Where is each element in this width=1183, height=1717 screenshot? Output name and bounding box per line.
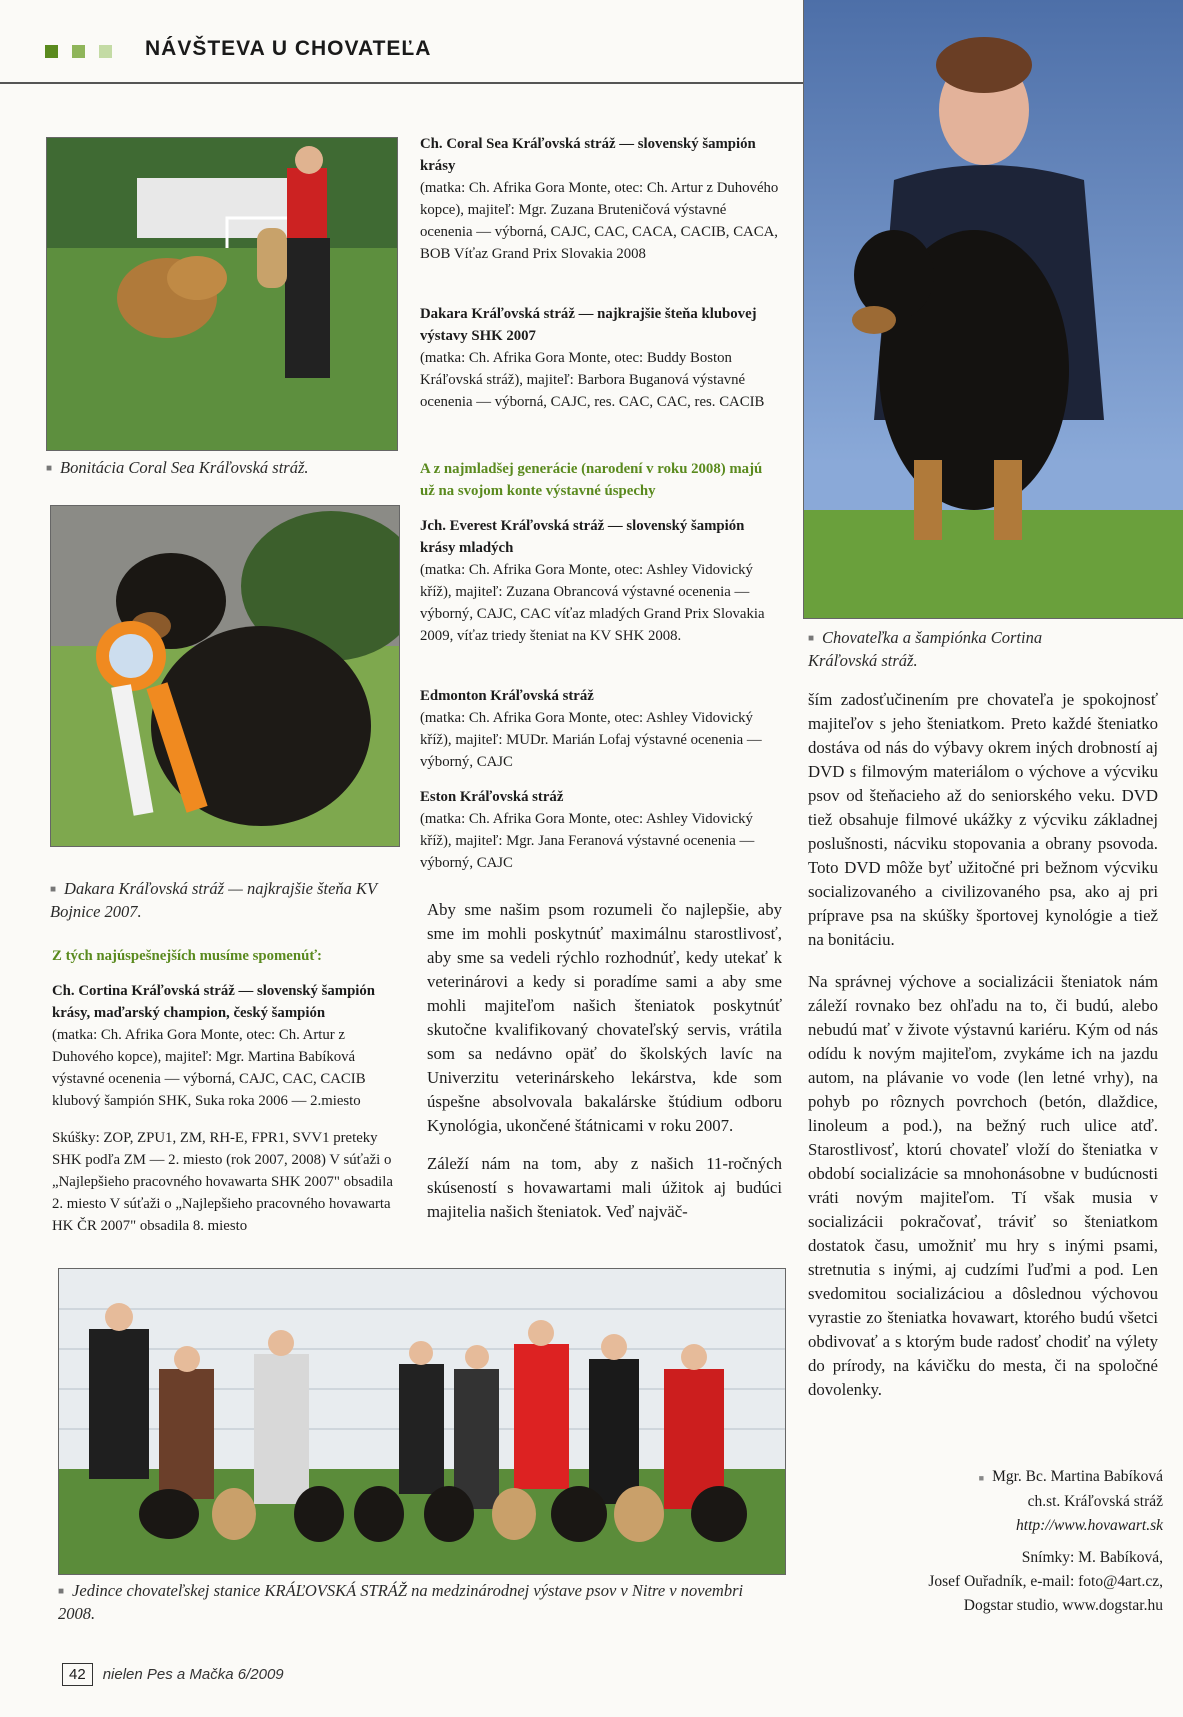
middle-body-text <box>427 898 782 1238</box>
entry-everest <box>420 515 780 647</box>
page-title: NÁVŠTEVA U CHOVATEĽA <box>145 37 432 60</box>
entry-body: (matka: Ch. Afrika Gora Monte, otec: Ch. Artur z Duhového kopce), majiteľ: Mgr. Martina Babíková výstavné ocenenia — výborná, CAJC, CAC, CACIB klubový šampión SHK, Suka roka 2006 — 2.miesto <box>52 1027 366 1109</box>
entry-coral-sea <box>420 133 780 265</box>
entry-dakara <box>420 303 780 413</box>
photo-breeder-cortina <box>803 0 1183 619</box>
page-number: 42 <box>62 1663 93 1686</box>
paragraph: Aby sme našim psom rozumeli čo najlepšie, aby sme im mohli poskytnúť maximálnu starostlivosť, aby sme sa vedeli rýchlo rozhodnúť, kedy utekať k veterinárovi a kedy si poradíme sami a aby sme mohli majiteľom našich šteniatok poskytnúť skutočne kvalifikovaný chovateľský servis, vrátila som sa nedávno opäť do školských lavíc na Univerzitu veterinárskeho lekárstva, kde som úspešne absolvovala bakalárske štúdium odboru Kynológia, ukončené štátnicami v roku 2007. <box>427 900 782 1135</box>
photo-credits-2: Josef Ouřadník, e-mail: foto@4art.cz, <box>928 1573 1163 1590</box>
caption-text: Bonitácia Coral Sea Kráľovská stráž. <box>60 458 309 477</box>
caption-bullet-icon: ■ <box>50 884 57 895</box>
entry-body: (matka: Ch. Afrika Gora Monte, otec: Ashley Vidovický kříž), majiteľ: Mgr. Jana Feranová výstavné ocenenia — výborný, CAJC <box>420 811 755 871</box>
website-link[interactable]: http://www.hovawart.sk <box>1016 1517 1163 1534</box>
kennel-name: ch.st. Kráľovská stráž <box>1027 1493 1163 1510</box>
paragraph: Záleží nám na tom, aby z našich 11-ročných skúseností s hovawartami mali úžitok aj budúci majitelia našich šteniatok. Veď najväč- <box>427 1154 782 1221</box>
header-square-3 <box>99 45 112 58</box>
exams-block <box>52 1127 402 1237</box>
header-rule <box>0 82 828 84</box>
entry-head: Jch. Everest Kráľovská stráž — slovenský šampión krásy mladých <box>420 518 745 556</box>
exams-text: Skúšky: ZOP, ZPU1, ZM, RH-E, FPR1, SVV1 preteky SHK podľa ZM — 2. miesto (rok 2007, 2008) V súťaži o „Najlepšieho pracovného hovawarta SHK 2007" obsadila 2. miesto V súťaži o „Najlepšieho pracovného hovawarta HK ČR 2007" obsadila 8. miesto <box>52 1130 393 1234</box>
entry-head: Dakara Kráľovská stráž — najkrajšie šteňa klubovej výstavy SHK 2007 <box>420 306 757 344</box>
caption-text: Jedince chovateľskej stanice KRÁĽOVSKÁ STRÁŽ na medzinárodnej výstave psov v Nitre v novembri 2008. <box>58 1581 744 1623</box>
header-square-2 <box>72 45 85 58</box>
caption-bullet-icon: ■ <box>58 1586 65 1597</box>
entry-eston <box>420 786 780 874</box>
entry-body: (matka: Ch. Afrika Gora Monte, otec: Ashley Vidovický kříž), majiteľ: Zuzana Obrancová výstavné ocenenia — výborný, CAJC, CAC víťaz mladých Grand Prix Slovakia 2009, víťaz triedy šteniat na KV SHK 2008. <box>420 562 765 644</box>
entry-head: Ch. Coral Sea Kráľovská stráž — slovenský šampión krásy <box>420 136 756 174</box>
author-name <box>928 1465 1163 1490</box>
photo-dakara-puppy <box>50 505 400 847</box>
caption-text: Dakara Kráľovská stráž — najkrajšie šteňa KV Bojnice 2007. <box>50 879 377 921</box>
photo-credits-1: Snímky: M. Babíková, <box>1021 1549 1163 1566</box>
photo-group-kennel <box>58 1268 786 1575</box>
caption-text: Chovateľka a šampiónka Cortina Kráľovská stráž. <box>808 628 1043 670</box>
entry-head: Edmonton Kráľovská stráž <box>420 688 594 704</box>
caption-photo-bonitation <box>46 457 406 480</box>
photo-credits-3: Dogstar studio, www.dogstar.hu <box>963 1597 1163 1614</box>
middle-green-heading: A z najmladšej generácie (narodení v roku 2008) majú už na svojom konte výstavné úspechy <box>420 461 763 499</box>
header-square-1 <box>45 45 58 58</box>
signature-block <box>928 1465 1163 1618</box>
paragraph: Na správnej výchove a socializácii šteniatok nám záleží rovnako bez ohľadu na to, či budú, alebo nebudú mať v živote výstavnú kariéru. Kým od nás odídu k novým majiteľom, zvykáme ich na jazdu autom, na plávanie vo vode (len letné vrhy), na pohyb po rôznych povrchoch (betón, dlaždice, linoleum a pod.), na bežný ruch ulice atď. Starostlivosť, ktorú chovateľ vloží do šteniatka v období socializácie sa mnohonásobne v budúcnosti vráti novým majiteľom. Tí však musia v socializácii pokračovať, tráviť so šteniatkom dostatok času, umožniť mu hry s inými psami, stretnutia s inými, aj cudzími ľuďmi a pod. Len svedomitou socializáciou a dôslednou výchovou vyrastie zo šteniatka hovawart, ktorého budú všetci obdivovať a s ktorým bude radosť chodiť na výlety do prírody, na kávičku do mesta, či na spoločné dovolenky. <box>808 972 1158 1399</box>
entry-head: Ch. Cortina Kráľovská stráž — slovenský šampión krásy, maďarský champion, český šampión <box>52 983 376 1021</box>
caption-photo-dakara <box>50 878 400 923</box>
entry-head: Eston Kráľovská stráž <box>420 789 564 805</box>
right-body-text <box>808 688 1158 1416</box>
page-footer <box>62 1663 284 1686</box>
caption-bullet-icon: ■ <box>46 463 53 474</box>
caption-photo-group <box>58 1580 758 1625</box>
paragraph: ším zadosťučinením pre chovateľa je spokojnosť majiteľov s jeho šteniatkom. Preto každé šteniatko dostáva od nás do výbavy okrem iných drobností aj DVD s filmovým materiálom o výchove a výcviku psov od šteňacieho až do seniorského veku. DVD tiež obsahuje filmové ukážky z výcviku základnej poslušnosti, nácviku stopovania a obrany psovoda. Toto DVD môže byť užitočné pri bežnom výcviku socializovaného a civilizovaného psa, ako aj pri príprave psa na skúšky športovej kynológie a tiež na bonitáciu. <box>808 690 1158 949</box>
photo-bonitation <box>46 137 398 451</box>
caption-bullet-icon: ■ <box>808 633 815 644</box>
entry-edmonton <box>420 685 780 773</box>
author-text: Mgr. Bc. Martina Babíková <box>992 1468 1163 1485</box>
magazine-issue: nielen Pes a Mačka 6/2009 <box>102 1666 284 1683</box>
signature-bullet-icon: ■ <box>978 1473 985 1483</box>
left-heading: Z tých najúspešnejších musíme spomenúť: <box>52 948 322 964</box>
entry-body: (matka: Ch. Afrika Gora Monte, otec: Ch. Artur z Duhového kopce), majiteľ: Mgr. Zuzana Bruteničová výstavné ocenenia — výborná, CAJC, CAC, CACA, CACIB, CACA, BOB Víťaz Grand Prix Slovakia 2008 <box>420 180 779 262</box>
entry-cortina <box>52 980 402 1112</box>
entry-body: (matka: Ch. Afrika Gora Monte, otec: Ashley Vidovický kříž), majiteľ: MUDr. Marián Lofaj výstavné ocenenia — výborný, CAJC <box>420 710 762 770</box>
caption-photo-breeder <box>808 627 1108 672</box>
entry-body: (matka: Ch. Afrika Gora Monte, otec: Buddy Boston Kráľovská stráž), majiteľ: Barbora Buganová výstavné ocenenia — výborná, CAJC, res. CAC, CAC, res. CACIB <box>420 350 765 410</box>
